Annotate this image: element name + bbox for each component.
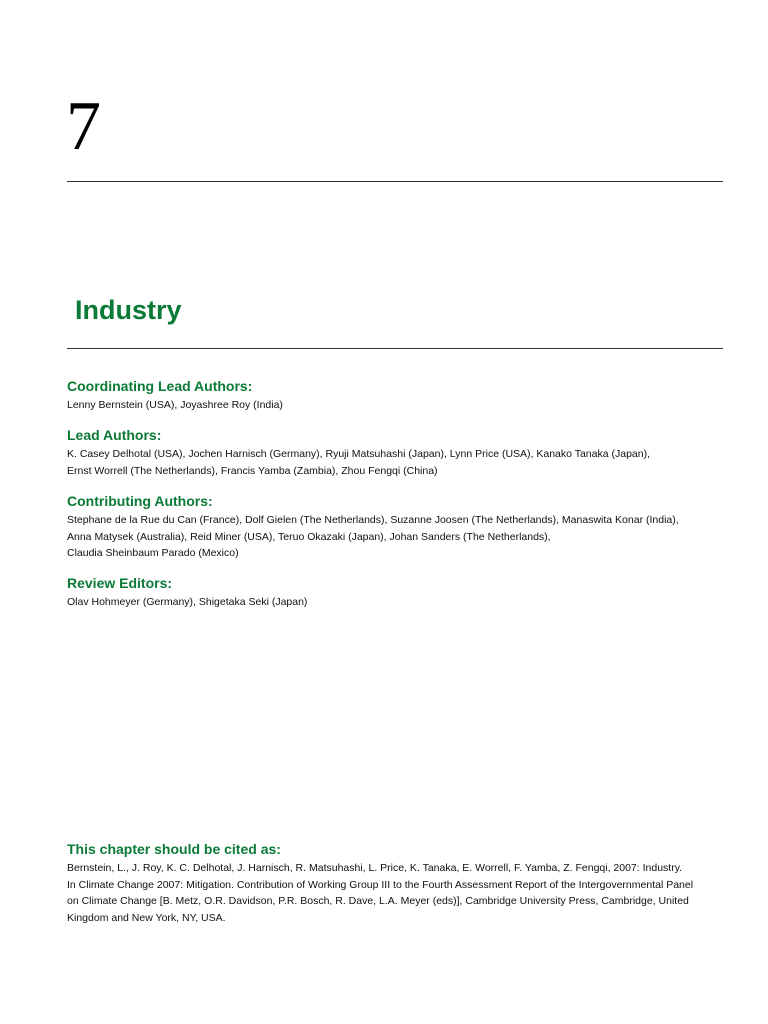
review-editors-section: [67, 575, 717, 611]
citation-section: [67, 841, 717, 926]
lead-authors-list: K. Casey Delhotal (USA), Jochen Harnisch (Germany), Ryuji Matsuhashi (Japan), Lynn Price (USA), Kanako Tanaka (Japan), Ernst Worrell (The Netherlands), Francis Yamba (Zambia), Zhou Fengqi (China): [67, 448, 650, 477]
lead-authors-heading: Lead Authors:: [67, 427, 162, 443]
lead-authors-section: [67, 427, 717, 479]
coordinating-lead-authors-section: [67, 378, 717, 414]
top-divider: [67, 181, 723, 182]
citation-heading: This chapter should be cited as:: [67, 841, 281, 857]
contributing-authors-section: [67, 493, 717, 562]
title-divider: [67, 348, 723, 349]
coordinating-lead-authors-list: Lenny Bernstein (USA), Joyashree Roy (India): [67, 399, 283, 411]
contributing-authors-list: Stephane de la Rue du Can (France), Dolf Gielen (The Netherlands), Suzanne Joosen (The Netherlands), Manaswita Konar (India), Anna Matysek (Australia), Reid Miner (USA), Teruo Okazaki (Japan), Johan Sanders (The Netherlands), Claudia Sheinbaum Parado (Mexico): [67, 514, 679, 559]
coordinating-lead-authors-heading: Coordinating Lead Authors:: [67, 378, 253, 394]
chapter-title: Industry: [75, 295, 182, 325]
contributing-authors-heading: Contributing Authors:: [67, 493, 213, 509]
citation-text: Bernstein, L., J. Roy, K. C. Delhotal, J. Harnisch, R. Matsuhashi, L. Price, K. Tanaka, E. Worrell, F. Yamba, Z. Fengqi, 2007: Industry. In Climate Change 2007: Mitigation. Contribution of Working Group III to the Fourth Assessment Report of the Intergovernmental Panel on Climate Change [B. Metz, O.R. Davidson, P.R. Bosch, R. Dave, L.A. Meyer (eds)], Cambridge University Press, Cambridge, United Kingdom and New York, NY, USA.: [67, 862, 694, 924]
review-editors-heading: Review Editors:: [67, 575, 173, 591]
chapter-number: 7: [66, 88, 101, 165]
review-editors-list: Olav Hohmeyer (Germany), Shigetaka Seki (Japan): [67, 596, 308, 608]
